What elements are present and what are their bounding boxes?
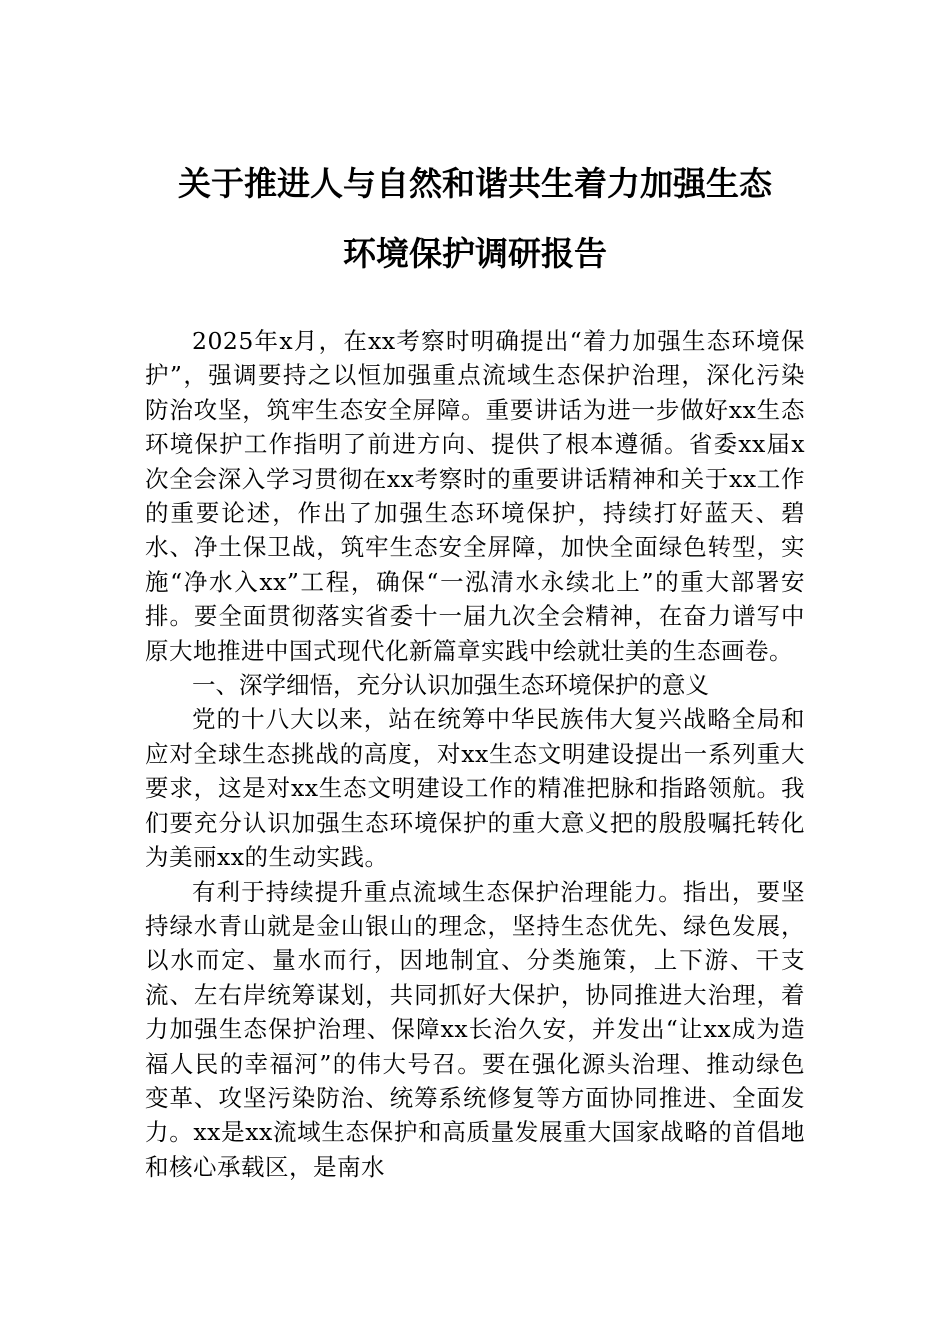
section-heading-1: 一、深学细悟，充分认识加强生态环境保护的意义 <box>192 671 709 700</box>
paragraph-section-1: 党的十八大以来，站在统筹中华民族伟大复兴战略全局和应对全球生态挑战的高度，对xx生态文明建设提出一系列重大要求，这是对xx生态文明建设工作的精准把脉和指路领航。我们要充分认识加强生态环境保护的重大意义把的殷殷嘱托转化为美丽xx的生动实践。 <box>145 705 805 872</box>
document-title-line-2: 环境保护调研报告 <box>343 234 607 273</box>
document-body <box>145 324 805 1184</box>
paragraph-section-1b: 有利于持续提升重点流域生态保护治理能力。指出，要坚持绿水青山就是金山银山的理念，坚持生态优先、绿色发展，以水而定、量水而行，因地制宜、分类施策，上下游、干支流、左右岸统筹谋划，共同抓好大保护，协同推进大治理，着力加强生态保护治理、保障xx长治久安，并发出“让xx成为造福人民的幸福河”的伟大号召。要在强化源头治理、推动绿色变革、攻坚污染防治、统筹系统修复等方面协同推进、全面发力。xx是xx流域生态保护和高质量发展重大国家战略的首倡地和核心承载区，是南水 <box>145 877 805 1181</box>
document-title-line-1: 关于推进人与自然和谐共生着力加强生态 <box>178 164 772 203</box>
paragraph-intro: 2025年x月，在xx考察时明确提出“着力加强生态环境保护”，强调要持之以恒加强重点流域生态保护治理，深化污染防治攻坚，筑牢生态安全屏障。重要讲话为进一步做好xx生态环境保护工作指明了前进方向、提供了根本遵循。省委xx届x次全会深入学习贯彻在xx考察时的重要讲话精神和关于xx工作的重要论述，作出了加强生态环境保护，持续打好蓝天、碧水、净土保卫战，筑牢生态安全屏障，加快全面绿色转型，实施“净水入xx”工程，确保“一泓清水永续北上”的重大部署安排。要全面贯彻落实省委十一届九次全会精神，在奋力谱写中原大地推进中国式现代化新篇章实践中绘就壮美的生态画卷。 <box>145 327 805 665</box>
